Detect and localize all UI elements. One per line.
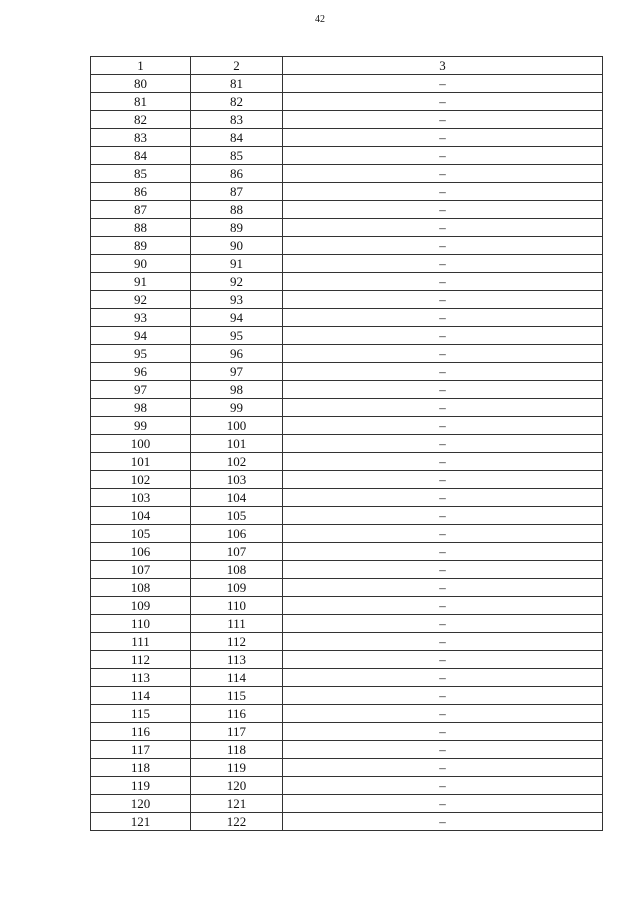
table-cell: – [283, 453, 603, 471]
table-cell: – [283, 417, 603, 435]
table-cell: – [283, 183, 603, 201]
table-cell: 89 [91, 237, 191, 255]
table-cell: – [283, 723, 603, 741]
table-cell: 107 [91, 561, 191, 579]
table-cell: 113 [191, 651, 283, 669]
table-row [91, 219, 603, 237]
table-cell: – [283, 327, 603, 345]
table-row [91, 705, 603, 723]
column-header: 3 [283, 57, 603, 75]
table-cell: 93 [191, 291, 283, 309]
table-cell: 114 [91, 687, 191, 705]
table-row [91, 579, 603, 597]
table-cell: 92 [91, 291, 191, 309]
table-row [91, 255, 603, 273]
table-cell: 110 [191, 597, 283, 615]
table-row [91, 525, 603, 543]
table-cell: 97 [191, 363, 283, 381]
table-cell: 114 [191, 669, 283, 687]
table-cell: – [283, 633, 603, 651]
table-cell: 98 [191, 381, 283, 399]
table-cell: 108 [191, 561, 283, 579]
table-cell: 116 [191, 705, 283, 723]
table-cell: 102 [91, 471, 191, 489]
table-cell: – [283, 669, 603, 687]
page-number: 42 [315, 14, 325, 25]
table-cell: 117 [191, 723, 283, 741]
table-cell: 122 [191, 813, 283, 831]
table-cell: 118 [191, 741, 283, 759]
table-cell: 120 [91, 795, 191, 813]
table-cell: – [283, 597, 603, 615]
table-cell: 103 [191, 471, 283, 489]
table-row [91, 183, 603, 201]
table-row [91, 561, 603, 579]
table-cell: – [283, 507, 603, 525]
table-cell: 81 [191, 75, 283, 93]
table-cell: 91 [191, 255, 283, 273]
table-cell: 94 [91, 327, 191, 345]
table-cell: 95 [191, 327, 283, 345]
table-row [91, 345, 603, 363]
table-cell: 104 [191, 489, 283, 507]
table-row [91, 597, 603, 615]
table-cell: 82 [191, 93, 283, 111]
table-cell: 95 [91, 345, 191, 363]
table-cell: – [283, 219, 603, 237]
table-cell: – [283, 273, 603, 291]
table-cell: 113 [91, 669, 191, 687]
table-cell: – [283, 147, 603, 165]
table-cell: – [283, 489, 603, 507]
table-cell: 91 [91, 273, 191, 291]
table-cell: 112 [91, 651, 191, 669]
table-row [91, 759, 603, 777]
table-cell: – [283, 795, 603, 813]
table-cell: 106 [191, 525, 283, 543]
table-cell: 105 [191, 507, 283, 525]
table-cell: 93 [91, 309, 191, 327]
table-cell: 121 [91, 813, 191, 831]
table-cell: – [283, 705, 603, 723]
table-row [91, 309, 603, 327]
table-cell: 106 [91, 543, 191, 561]
table-cell: – [283, 741, 603, 759]
table-row [91, 165, 603, 183]
table-cell: – [283, 291, 603, 309]
table-row [91, 813, 603, 831]
table-cell: 119 [191, 759, 283, 777]
table-row [91, 651, 603, 669]
table-cell: 116 [91, 723, 191, 741]
table-cell: 92 [191, 273, 283, 291]
table-cell: 83 [191, 111, 283, 129]
table-row [91, 777, 603, 795]
table-cell: – [283, 75, 603, 93]
table-cell: 99 [91, 417, 191, 435]
table-cell: – [283, 615, 603, 633]
table-cell: – [283, 93, 603, 111]
table-body [91, 75, 603, 831]
table-cell: 97 [91, 381, 191, 399]
table-cell: 110 [91, 615, 191, 633]
table-cell: 88 [191, 201, 283, 219]
table-row [91, 471, 603, 489]
table-row [91, 291, 603, 309]
table-cell: 119 [91, 777, 191, 795]
table-cell: – [283, 579, 603, 597]
table-cell: 107 [191, 543, 283, 561]
column-header: 1 [91, 57, 191, 75]
table-cell: – [283, 435, 603, 453]
table-row [91, 147, 603, 165]
table-cell: 90 [191, 237, 283, 255]
table-cell: – [283, 813, 603, 831]
table-cell: 84 [91, 147, 191, 165]
table-cell: 85 [191, 147, 283, 165]
table-cell: – [283, 777, 603, 795]
table-cell: – [283, 381, 603, 399]
table-cell: 120 [191, 777, 283, 795]
table-row [91, 741, 603, 759]
table-row [91, 417, 603, 435]
table-row [91, 111, 603, 129]
table-cell: – [283, 687, 603, 705]
table-cell: 87 [91, 201, 191, 219]
table-row [91, 543, 603, 561]
table-cell: 87 [191, 183, 283, 201]
table-row [91, 273, 603, 291]
table-cell: 103 [91, 489, 191, 507]
table-cell: 109 [191, 579, 283, 597]
table-cell: 81 [91, 93, 191, 111]
table-cell: 86 [91, 183, 191, 201]
table-cell: 101 [91, 453, 191, 471]
table-cell: – [283, 651, 603, 669]
table-row [91, 453, 603, 471]
table-row [91, 669, 603, 687]
table-cell: 101 [191, 435, 283, 453]
table-row [91, 363, 603, 381]
table-row [91, 201, 603, 219]
header-row [91, 57, 603, 75]
table-cell: – [283, 345, 603, 363]
table-cell: 112 [191, 633, 283, 651]
table-row [91, 75, 603, 93]
table-cell: – [283, 471, 603, 489]
table-row [91, 723, 603, 741]
table-row [91, 687, 603, 705]
table-cell: – [283, 165, 603, 183]
table-cell: – [283, 561, 603, 579]
table-cell: 100 [91, 435, 191, 453]
table-cell: 94 [191, 309, 283, 327]
table-cell: – [283, 399, 603, 417]
table-cell: 98 [91, 399, 191, 417]
table-cell: – [283, 759, 603, 777]
table-row [91, 507, 603, 525]
table-row [91, 489, 603, 507]
table-cell: 90 [91, 255, 191, 273]
table-cell: 104 [91, 507, 191, 525]
table-cell: 86 [191, 165, 283, 183]
table-cell: – [283, 201, 603, 219]
table-cell: 85 [91, 165, 191, 183]
data-table [90, 56, 603, 831]
table-cell: 88 [91, 219, 191, 237]
table-cell: 83 [91, 129, 191, 147]
table-cell: – [283, 543, 603, 561]
table-row [91, 615, 603, 633]
table-cell: 96 [191, 345, 283, 363]
table-cell: – [283, 363, 603, 381]
table-cell: – [283, 525, 603, 543]
column-header: 2 [191, 57, 283, 75]
table-cell: 111 [191, 615, 283, 633]
table-row [91, 399, 603, 417]
table-cell: – [283, 129, 603, 147]
table-cell: 111 [91, 633, 191, 651]
table-cell: 82 [91, 111, 191, 129]
table-cell: 80 [91, 75, 191, 93]
table-cell: 89 [191, 219, 283, 237]
table-row [91, 129, 603, 147]
table-cell: – [283, 237, 603, 255]
table-cell: 99 [191, 399, 283, 417]
table-cell: – [283, 255, 603, 273]
table-cell: 96 [91, 363, 191, 381]
table-row [91, 381, 603, 399]
table-cell: 84 [191, 129, 283, 147]
table-cell: 102 [191, 453, 283, 471]
table-row [91, 795, 603, 813]
table-row [91, 633, 603, 651]
table-cell: 115 [91, 705, 191, 723]
table-row [91, 327, 603, 345]
table-cell: – [283, 111, 603, 129]
table-row [91, 93, 603, 111]
table-cell: 100 [191, 417, 283, 435]
table-cell: 121 [191, 795, 283, 813]
table-row [91, 435, 603, 453]
table-cell: 118 [91, 759, 191, 777]
table-row [91, 237, 603, 255]
table-cell: 105 [91, 525, 191, 543]
table-cell: 117 [91, 741, 191, 759]
table-cell: 109 [91, 597, 191, 615]
table-cell: 108 [91, 579, 191, 597]
table-cell: 115 [191, 687, 283, 705]
table-cell: – [283, 309, 603, 327]
